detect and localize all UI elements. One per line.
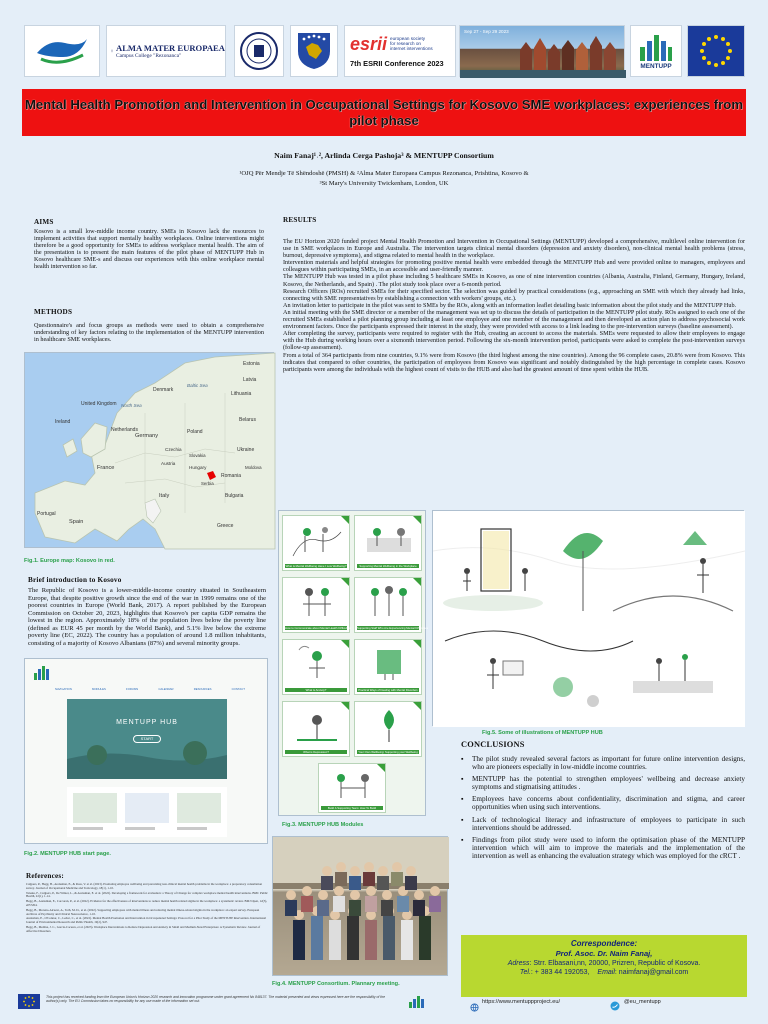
eu-flag-logo [687, 25, 745, 77]
module-label: What is Anxiety? [285, 688, 347, 692]
twitter-handle[interactable]: @eu_mentupp [624, 999, 661, 1005]
hub-illustrations-panel [432, 510, 744, 726]
hub-nav-6[interactable]: CONTACT [231, 687, 245, 691]
map-label-denmark: Denmark [153, 387, 174, 393]
map-label-ukraine: Ukraine [237, 447, 255, 453]
university-seal-logo [234, 25, 284, 77]
brief-heading: Brief introduction to Kosovo [28, 576, 122, 584]
map-label-serbia: Serbia [201, 481, 214, 486]
footer-mentupp-logo [408, 995, 428, 1014]
map-label-moldova: Moldova [245, 465, 262, 470]
fig4-caption: Fig.4. MENTUPP Consortium. Plannary meeting. [272, 981, 400, 987]
hub-hero [67, 699, 227, 779]
references-heading: References: [26, 872, 64, 880]
pmsh-logo-mark [29, 31, 95, 71]
address-value: : Strr. Elbasani,nn, 20000, Prizren, Republic of Kosova. [529, 960, 701, 967]
hub-content-thumbnails [67, 787, 227, 837]
results-p7: After completing the survey, participants were required to register with the Hub, creating an account to access the materials. SMEs were requested to allow their employees to engage with the Hub during working hours over a sixmonth intervention period. Following the six-month intervention period, participants were asked to complete the post-intervention surveys (follow-up assessment). [283, 330, 745, 352]
hub-nav-2[interactable]: MODULES [92, 687, 106, 691]
eu-flag-icon [18, 994, 40, 1009]
conclusions-heading: CONCLUSIONS [461, 740, 525, 749]
map-label-latvia: Latvia [243, 377, 257, 383]
map-label-north-sea: North Sea [121, 403, 142, 408]
hub-nav-5[interactable]: RESOURCES [193, 687, 212, 691]
module-card[interactable] [354, 701, 422, 757]
esrii-wordmark: esrii [350, 33, 388, 54]
mentupp-wordmark: MENTUPP [640, 62, 672, 70]
module-card[interactable] [282, 577, 350, 633]
hub-nav-1[interactable]: NAVIGATION [55, 687, 72, 691]
module-card[interactable] [354, 515, 422, 571]
module-label: What is Depression? [285, 750, 347, 754]
email-label: Email [597, 969, 615, 976]
map-label-estonia: Estonia [243, 361, 260, 367]
map-label-belarus: Belarus [239, 417, 256, 423]
esrii-conference: 7th ESRII Conference 2023 [350, 58, 444, 68]
mentupp-logo [630, 25, 682, 77]
hub-illustrations-svg [433, 511, 745, 727]
map-label-slovakia: Slovakia [189, 453, 206, 458]
tel-value: : + 383 44 192053, [530, 969, 590, 976]
hub-nav-4[interactable]: CALENDAR [158, 687, 174, 691]
map-label-bulgaria: Bulgaria [225, 493, 244, 499]
mentupp-bars-icon [638, 33, 674, 63]
conference-dates: Sep 27 - Sep 29 2023 [464, 29, 509, 34]
esrii-tagline-2: for research on [390, 41, 421, 46]
map-label-ireland: Ireland [55, 419, 71, 425]
map-label-italy: Italy [159, 493, 170, 499]
conclusion-5: ▪ Findings from pilot study were used to inform the optimisation phase of the MENTUPP intervention which will aim to improve the materials and the implementation of the intervention as well as enhancing the evaluation strategy which was employed for the cRCT . [461, 836, 745, 860]
module-card[interactable] [354, 639, 422, 695]
consortium-photo [272, 836, 448, 976]
conference-city-photo [459, 25, 625, 77]
results-p6: An initial meeting with the SME director or a member of the management was set up to discuss the details of participation in the MENTUPP pilot study. ROs assigned to each one of the recruited SMEs established a pilot planning group including at least one employee and one member of the management and then developed an action plan to address psychosocial work environment factors. Once the participants expressed their interest in the study, they were provided with access to a link leading to the pre-intervention surveys (baseline assessment). [283, 308, 745, 331]
map-label-netherlands: Netherlands [111, 427, 138, 433]
reference-6: Hegg, B., Medina, J. C., Garcia-Caceres, et al. (2023). Workplace Interventions to Reduce Depression and Anxiety in Small and Medium-Sized Enterprises: A Systematic Review. Journal of Affective Disorders. [26, 924, 261, 933]
module-label: Your Own Wellbeing: Supporting your Wellbeing [358, 750, 418, 754]
authors: Naim Fanaj¹˒², Arlinda Cerga Pashoja³ & MENTUPP Consortium [274, 151, 494, 160]
map-label-greece: Greece [217, 523, 234, 529]
map-label-austria: Austria [161, 461, 176, 466]
address-label: Adress [507, 960, 530, 967]
kosovo-emblem-logo [290, 25, 338, 77]
alma-mater-crest-icon [111, 38, 113, 64]
module-label: Practical Ways of Dealing with Mental Disorders [358, 688, 418, 692]
map-label-france: France [97, 465, 115, 471]
map-label-portugal: Portugal [37, 511, 56, 517]
eu-stars-icon [696, 31, 736, 71]
methods-heading: METHODS [34, 308, 73, 316]
conclusions-list [461, 755, 745, 864]
results-p5: An invitation letter to participate in the pilot was sent to SMEs by the ROs, along with an information leaflet detailing basic information about the pilot study and the MENTUPP Hub. [283, 301, 737, 309]
map-label-baltic-sea: Baltic Sea [187, 383, 208, 388]
tel-label: Tel. [519, 969, 531, 976]
alma-mater-logo [106, 25, 226, 77]
reference-4: Hegg, B., Moreno-Alcazar, A., Toth, M. D., et al. (2022). Supporting employees with mental illness and reducing mental illness-related stigma in the workplace: an expert survey. European Archives of Psychiatry and Clinical Neuroscience, 1-10. [26, 907, 260, 916]
results-p4: Research Officers (ROs) recruited SMEs for their specified sector. The selection was guided by practical considerations (e.g., approaching an SME with which they already had links, connecting with SME representatives by establishing a connection with workers' groups, etc.). [283, 287, 745, 302]
results-body [283, 238, 745, 373]
hub-start-page [24, 658, 268, 844]
mentupp-small-icon [408, 995, 428, 1009]
brief-text: The Republic of Kosovo is a lower-middle-income country situated in Southeastern Europe, that despite positive growth since the end of the war in 1999 remains one of the poorest countries in Europe (World Bank, 2017). A report published by the European Commission on October 20, 2023, highlights that Kosovo's per capita GDP remains the lowest in the region. Approximately 18% of the population lives below the poverty line (defined as EUR 45 per month by the World Bank), and 5.1% live below the extreme poverty line (EC, 2022). The country has a population of around 1.8 million inhabitants, consisting of a majority of Kosovo Albanians (87%) and several minority groups. [28, 587, 266, 647]
footer-eu-flag [18, 994, 40, 1009]
fig5-caption: Fig.5. Some of illustrations of MENTUPP HUB [482, 730, 603, 736]
map-label-czechia: Czechia [165, 447, 182, 452]
reference-2: Tanaka, F., Cuijpers, P., De Winter, L., & Arensman, E. et al. (2022). Developing a framework for evaluation: a Theory of Change for complex workplace mental health interventions. BMC Public Health, 22(1), 1-14. [26, 890, 268, 899]
hub-nav-3[interactable]: FORUMS [126, 687, 139, 691]
affiliation-2: ³St Mary's University Twickenham, London, UK [319, 180, 449, 187]
map-label-spain: Spain [69, 519, 84, 525]
correspondence-name: Prof. Asoc. Dr. Naim Fanaj, [555, 949, 653, 958]
module-label: How to Communicate about Mental Health Difficulties [285, 626, 352, 630]
website-link[interactable]: https://www.mentuppproject.eu/ [482, 999, 561, 1005]
map-label-uk: United Kingdom [81, 401, 117, 407]
map-label-hungary: Hungary [189, 465, 207, 470]
poster-title: Mental Health Promotion and Intervention in Occupational Settings for Kosovo SME workplaces: experiences from pilot phase [24, 96, 744, 128]
fig1-caption: Fig.1. Europe map: Kosovo in red. [24, 558, 115, 564]
module-card[interactable] [318, 763, 386, 813]
results-p3: The MENTUPP Hub was tested in a pilot phase including 5 healthcare SMEs in Kosovo, as one of nine intervention countries (Albania, Australia, Finland, Germany, Hungary, Ireland, Kosovo, the Netherlands, and Spain) . The pilot study took place over a 6-month period. [283, 273, 745, 288]
map-label-lithuania: Lithuania [231, 391, 252, 397]
fig2-caption: Fig.2. MENTUPP HUB start page. [24, 851, 111, 857]
twitter-icon [610, 998, 620, 1016]
hub-logo-text: MENTUPP HUB [116, 719, 178, 726]
group-people-illustration [273, 837, 449, 977]
alma-mater-name: ALMA MATER EUROPAEA [115, 43, 225, 53]
seal-icon [239, 31, 279, 71]
reference-5: Arensman, E., O'Connor, C., Leduc, C., et al. (2022). Mental Health Promotion and Intervention in Occupational Settings: Protocol for a Pilot Study of the MENTUPP Intervention. International Journal of Environmental Research and Public Health, 19(2), 947. [26, 916, 267, 925]
alma-mater-campus: Campus College "Rezonanca" [115, 53, 182, 59]
map-label-germany: Germany [135, 433, 159, 439]
correspondence-heading: Correspondence: [570, 939, 638, 948]
reference-1: Cuijpers, P., Hegg, B., Arensman, E., & Ross, V. et al. (2023). Promoting employee wellbeing and preventing non-clinical mental health problems in the workplace: a preparatory consultation survey. Journal of Occupational Medicine and Toxicology, 18(1), 1-10. [26, 882, 263, 890]
aims-text: Kosovo is a small low-middle income country. SMEs in Kosovo lack the resources to implement activities that support mentally healthy workplaces. Online interventions might therefore be a good opportunity for SMEs to address workplace mental health. The aim of the presentation is to present the main features of the pilot phase of MENTUPP Hub in Kosovo healthcare SME-s and discuss our experiences with this online workplace mental health intervention so far. [34, 228, 264, 271]
results-p1: The EU Horizon 2020 funded project Mental Health Promotion and Intervention in Occupational Settings (MENTUPP) developed a comprehensive, multilevel online intervention for use in SME workplaces in Europe and Australia. The intervention targets clinical mental disorders (depression and anxiety disorders), non-clinical mental health problems (stress, burnout, depressive symptoms), and stigma related to mental health in the workplace. [283, 238, 745, 260]
kosovo-emblem-icon [296, 31, 332, 71]
module-label: What is Mental Wellbeing Have I Low Wellbeing? [285, 564, 347, 568]
module-card[interactable] [282, 701, 350, 757]
conclusion-3: ▪ Employees have concerns about confidentiality, discrimination and stigma, and career opportunities when using such interventions. [461, 795, 745, 811]
email-value[interactable]: : naimfanaj@gmail.com [614, 969, 689, 976]
esrii-logo [344, 25, 456, 77]
title-banner [22, 89, 746, 136]
hub-start-button[interactable]: START [133, 735, 161, 743]
esrii-tagline-1: european society [390, 36, 426, 41]
hub-mentupp-icon [33, 665, 53, 681]
map-label-poland: Poland [187, 429, 203, 435]
hub-modules-panel [278, 510, 429, 816]
methods-text: Questionnaire's and focus groups as methods were used to obtain a comprehensive understanding of key factors relating to the implementation of the MENTUPP intervention in healthcare SME workplaces. [34, 322, 264, 344]
module-label: Supporting Mental Wellbeing in the Workplace [357, 564, 419, 568]
fig3-caption: Fig.3. MENTUPP HUB Modules [282, 822, 364, 828]
correspondence-box [461, 935, 747, 997]
module-card[interactable] [282, 515, 350, 571]
map-label-romania: Romania [221, 473, 242, 479]
results-heading: RESULTS [283, 216, 317, 224]
affiliation-1: ¹OJQ Për Mendje Të Shëndoshë (PMSH) & ²Alma Mater Europaea Campus Rezonanca, Prishtina, Kosovo & [239, 170, 529, 177]
module-card[interactable] [354, 577, 429, 633]
results-p2: Intervention materials and helpful strategies for promoting positive mental health were embedded through the MENTUPP Hub and were provided online to managers, employees and colleagues within participating SMEs, in an accessible and user-friendly manner. [283, 259, 745, 274]
europe-map [24, 352, 274, 548]
module-label: Build A Supporting Team: How To Build [321, 806, 383, 810]
pmsh-logo [24, 25, 100, 77]
results-p8: From a total of 364 participants from nine countries, 9.1% were from Kosovo (the third highest among the nine countries). Among the 96 complete cases, 20.8% were from Kosovo. This indicates that compared to other countries, the participation of employees from Kosovo was significant and notably distinguished by the high percentage in complete cases. Kosovo participants were among the individuals with the highest count of visits to the HUB and also had the greatest amount of time spent within the HUB. [283, 351, 745, 373]
module-label: Supporting Staff Who Are Experiencing Mental Difficulties [357, 626, 429, 630]
globe-icon [470, 999, 479, 1017]
module-card[interactable] [282, 639, 350, 695]
funding-statement: This project has received funding from the European Union's Horizon 2020 research and innovation programme under grant agreement No 848137. The material presented and views expressed here are the responsibility of the author(s) only. The EU Commission takes no responsibility for any use made of the information set out. [46, 995, 385, 1004]
conclusion-1: ▪ The pilot study revealed several factors as important for future online intervention designs, who are pioneers especially in low-middle income countries. [461, 755, 745, 771]
references-list [26, 883, 270, 934]
esrii-tagline-3: internet interventions [390, 46, 433, 51]
reference-3: Hegg, B., Arensman, E., Corcoran, P., et al. (2022). Evidence for the effectiveness of interventions to reduce mental health related stigma in the workplace: a systematic review. BMJ Open, 12(3), e057264. [26, 899, 268, 907]
aims-heading: AIMS [34, 218, 54, 226]
conclusion-4: ▪ Lack of technological literacy and infrastructure of employees to participate in such interventions should be addressed. [461, 816, 745, 832]
conclusion-2: ▪ MENTUPP has the potential to strengthen employees' wellbeing and decrease anxiety symptoms and stigmatising attitudes . [461, 775, 745, 791]
